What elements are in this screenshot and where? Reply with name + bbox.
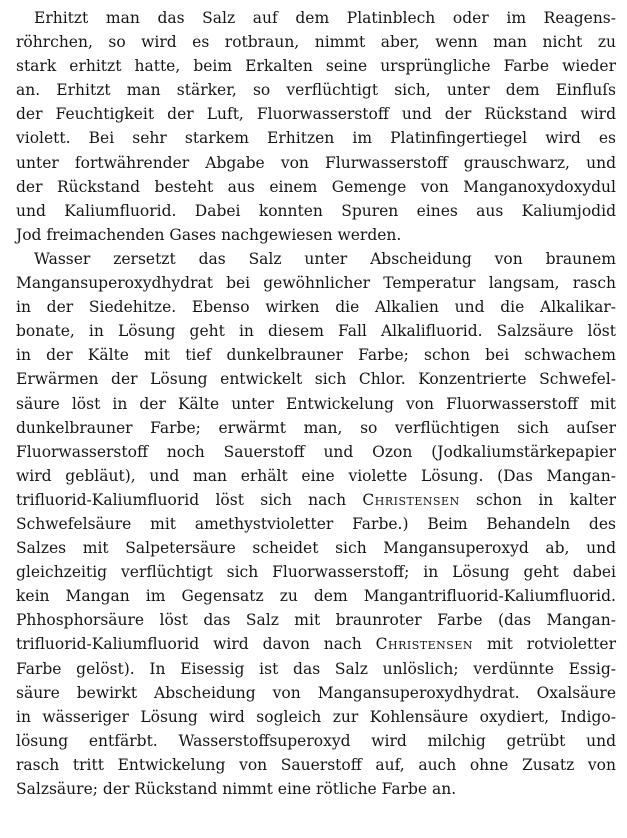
text-line: dunkelbrauner Farbe; erwärmt man, so verflüchtigen sich auſser <box>16 418 616 437</box>
text-line: Farbe gelöst). In Eisessig ist das Salz unlöslich; verdünnte Essig- <box>16 659 616 678</box>
text-segment: mit rotvioletter <box>472 635 616 654</box>
text-line: violett. Bei sehr starkem Erhitzen im Platinfingertiegel wird es <box>16 129 616 148</box>
text-segment: trifluorid-Kaliumfluorid wird davon nach <box>16 635 376 654</box>
text-line: und Kaliumfluorid. Dabei konnten Spuren eines aus Kaliumjodid <box>16 201 616 220</box>
text-line: gleichzeitig verflüchtigt sich Fluorwasserstoff; in Lösung geht dabei <box>16 563 616 582</box>
text-line: kein Mangan im Gegensatz zu dem Mangantrifluorid-Kaliumfluorid. <box>16 587 616 606</box>
text-line: lösung entfärbt. Wasserstoffsuperoxyd wird milchig getrübt und <box>16 731 616 750</box>
text-line: Phhosphorsäure löst das Salz mit braunroter Farbe (das Mangan- <box>16 611 616 630</box>
text-segment: trifluorid-Kaliumfluorid löst sich nach <box>16 490 363 509</box>
text-line: der Feuchtigkeit der Luft, Fluorwasserstoff und der Rückstand wird <box>16 105 616 124</box>
paragraph-2 <box>16 247 616 801</box>
text-line: Salzsäure; der Rückstand nimmt eine rötliche Farbe an. <box>16 780 457 798</box>
text-line <box>16 488 616 512</box>
text-line: wird gebläut), und man erhält eine violette Lösung. (Das Mangan- <box>16 466 616 485</box>
text-line: Jod freimachenden Gases nachgewiesen werden. <box>16 225 402 244</box>
author-name: Christensen <box>362 490 460 509</box>
text-line: Salzes mit Salpetersäure scheidet sich Mangansuperoxyd ab, und <box>16 539 616 558</box>
text-line: röhrchen, so wird es rotbraun, nimmt aber, wenn man nicht zu <box>16 33 616 52</box>
text-line: in der Siedehitze. Ebenso wirken die Alkalien und die Alkalikar- <box>16 298 616 317</box>
text-line: in der Kälte mit tief dunkelbrauner Farbe; schon bei schwachem <box>16 346 616 365</box>
text-segment: schon in kalter <box>459 490 616 509</box>
text-line: stark erhitzt hatte, beim Erkalten seine ursprüngliche Farbe wieder <box>16 57 616 76</box>
text-line: bonate, in Lösung geht in diesem Fall Alkalifluorid. Salzsäure löst <box>16 322 616 341</box>
paragraph-1 <box>16 6 616 247</box>
text-line: Fluorwasserstoff noch Sauerstoff und Ozon (Jodkaliumstärkepapier <box>16 442 616 461</box>
text-line <box>16 632 616 656</box>
text-line: Schwefelsäure mit amethystvioletter Farbe.) Beim Behandeln des <box>16 514 616 533</box>
text-line: der Rückstand besteht aus einem Gemenge von Manganoxydoxydul <box>16 177 616 196</box>
author-name: Christensen <box>375 635 473 654</box>
text-line: Mangansuperoxydhydrat bei gewöhnlicher Temperatur langsam, rasch <box>16 274 616 293</box>
text-line: an. Erhitzt man stärker, so verflüchtigt sich, unter dem Einfluſs <box>16 81 616 100</box>
document-page <box>16 6 616 801</box>
text-line: säure löst in der Kälte unter Entwickelung von Fluorwasserstoff mit <box>16 394 616 413</box>
text-line: in wässeriger Lösung wird sogleich zur Kohlensäure oxydiert, Indigo- <box>16 707 616 726</box>
text-line: säure bewirkt Abscheidung von Mangansuperoxydhydrat. Oxalsäure <box>16 683 616 702</box>
text-line: Wasser zersetzt das Salz unter Abscheidung von braunem <box>34 249 616 268</box>
text-line: Erhitzt man das Salz auf dem Platinblech oder im Reagens- <box>34 9 616 27</box>
text-line: unter fortwährender Abgabe von Flurwasserstoff grauschwarz, und <box>16 153 616 172</box>
text-line: rasch tritt Entwickelung von Sauerstoff auf, auch ohne Zusatz von <box>16 755 616 774</box>
text-line: Erwärmen der Lösung entwickelt sich Chlor. Konzentrierte Schwefel- <box>16 370 616 389</box>
